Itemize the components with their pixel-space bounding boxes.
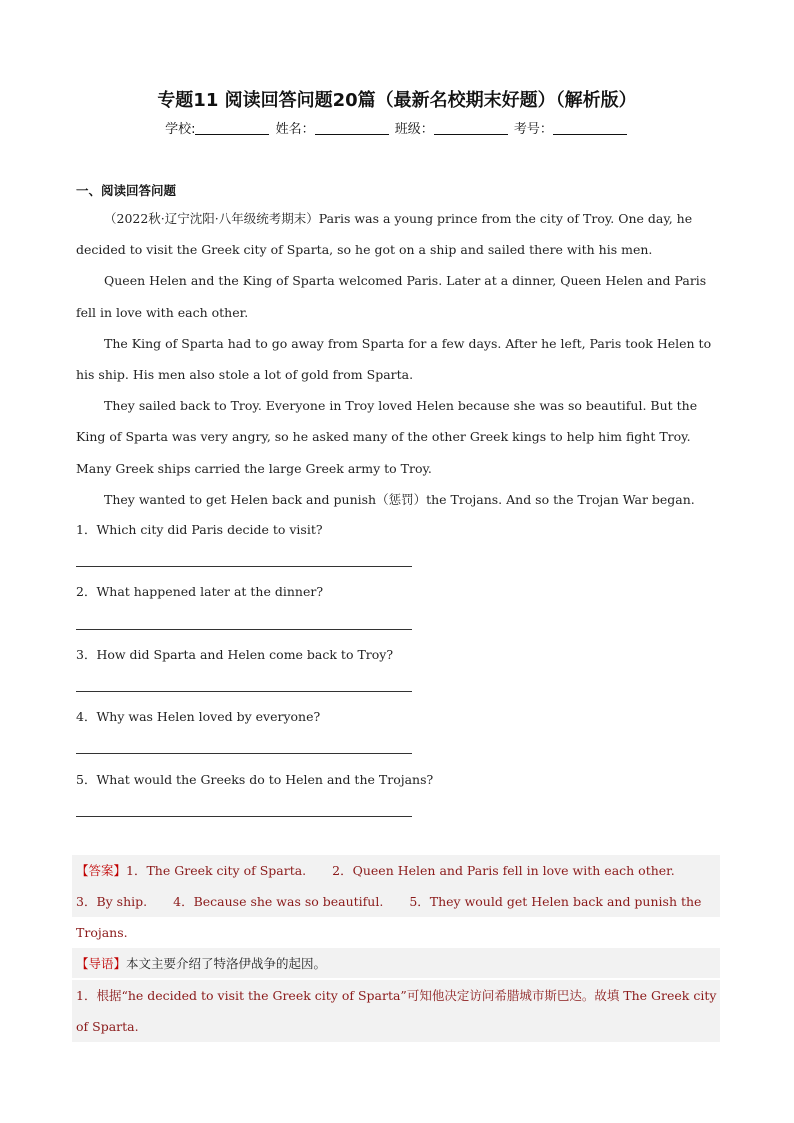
school-label: 学校: [165,122,196,137]
answer-line-2[interactable] [76,629,412,630]
question-3: 3．How did Sparta and Helen come back to Troy? [76,647,394,662]
class-label: 班级： [394,122,434,137]
answer-3: 3．By ship. [76,894,148,910]
answer-line-4[interactable] [76,753,412,754]
answer-line-1[interactable] [76,566,412,567]
analysis-item-1: 1．根据“he decided to visit the Greek city of Sparta”可知他决定访问希腊城市斯巴达。故填 The Greek city of Sparta. [76,988,717,1035]
guide-text [76,948,718,979]
question-2: 2．What happened later at the dinner? [76,584,324,599]
question-1: 1．Which city did Paris decide to visit? [76,522,323,537]
reading-passage [76,203,718,515]
answer-line-5[interactable] [76,816,412,817]
name-label: 姓名： [275,122,315,137]
answer-line-3[interactable] [76,691,412,692]
class-blank[interactable] [434,122,508,135]
passage-paragraph: The King of Sparta had to go away from Sparta for a few days. After he left, Paris took Helen to his ship. His men also stole a lot of gold from Sparta. [76,335,712,383]
answer-4: 4．Because she was so beautiful. [173,894,384,910]
name-blank[interactable] [315,122,389,135]
guide-tag: 【导语】 [76,956,127,971]
exam-no-blank[interactable] [553,122,627,135]
answer-tag: 【答案】 [76,863,127,878]
school-blank[interactable] [195,122,269,135]
answer-2: 2．Queen Helen and Paris fell in love with each other. [332,863,675,878]
answer-5: 5．They would get Helen back and punish the Trojans. [76,894,702,941]
passage-paragraph: They sailed back to Troy. Everyone in Troy loved Helen because she was so beautiful. But the King of Sparta was very angry, so he asked many of the other Greek kings to help him fight Troy. Many Greek ships carried the large Greek army to Troy. [76,398,698,476]
answer-1: 1．The Greek city of Sparta. [126,863,307,878]
question-5: 5．What would the Greeks do to Helen and the Trojans? [76,772,434,787]
exam-no-label: 考号： [513,122,553,137]
section-heading: 一、阅读回答问题 [76,183,177,198]
answer-text [76,855,718,949]
guide-content: 本文主要介绍了特洛伊战争的起因。 [126,956,327,971]
page-title: 专题11 阅读回答问题20篇（最新名校期末好题）（解析版） [157,90,637,111]
passage-paragraph: Queen Helen and the King of Sparta welcomed Paris. Later at a dinner, Queen Helen and Paris fell in love with each other. [76,273,707,320]
student-info-row [0,118,794,137]
passage-paragraph: （2022秋·辽宁沈阳·八年级统考期末）Paris was a young prince from the city of Troy. One day, he decided to visit the Greek city of Sparta, so he got on a ship and sailed there with his men. [76,211,693,258]
passage-paragraph: They wanted to get Helen back and punish（惩罚）the Trojans. And so the Trojan War began. [104,491,695,507]
question-4: 4．Why was Helen loved by everyone? [76,709,321,724]
